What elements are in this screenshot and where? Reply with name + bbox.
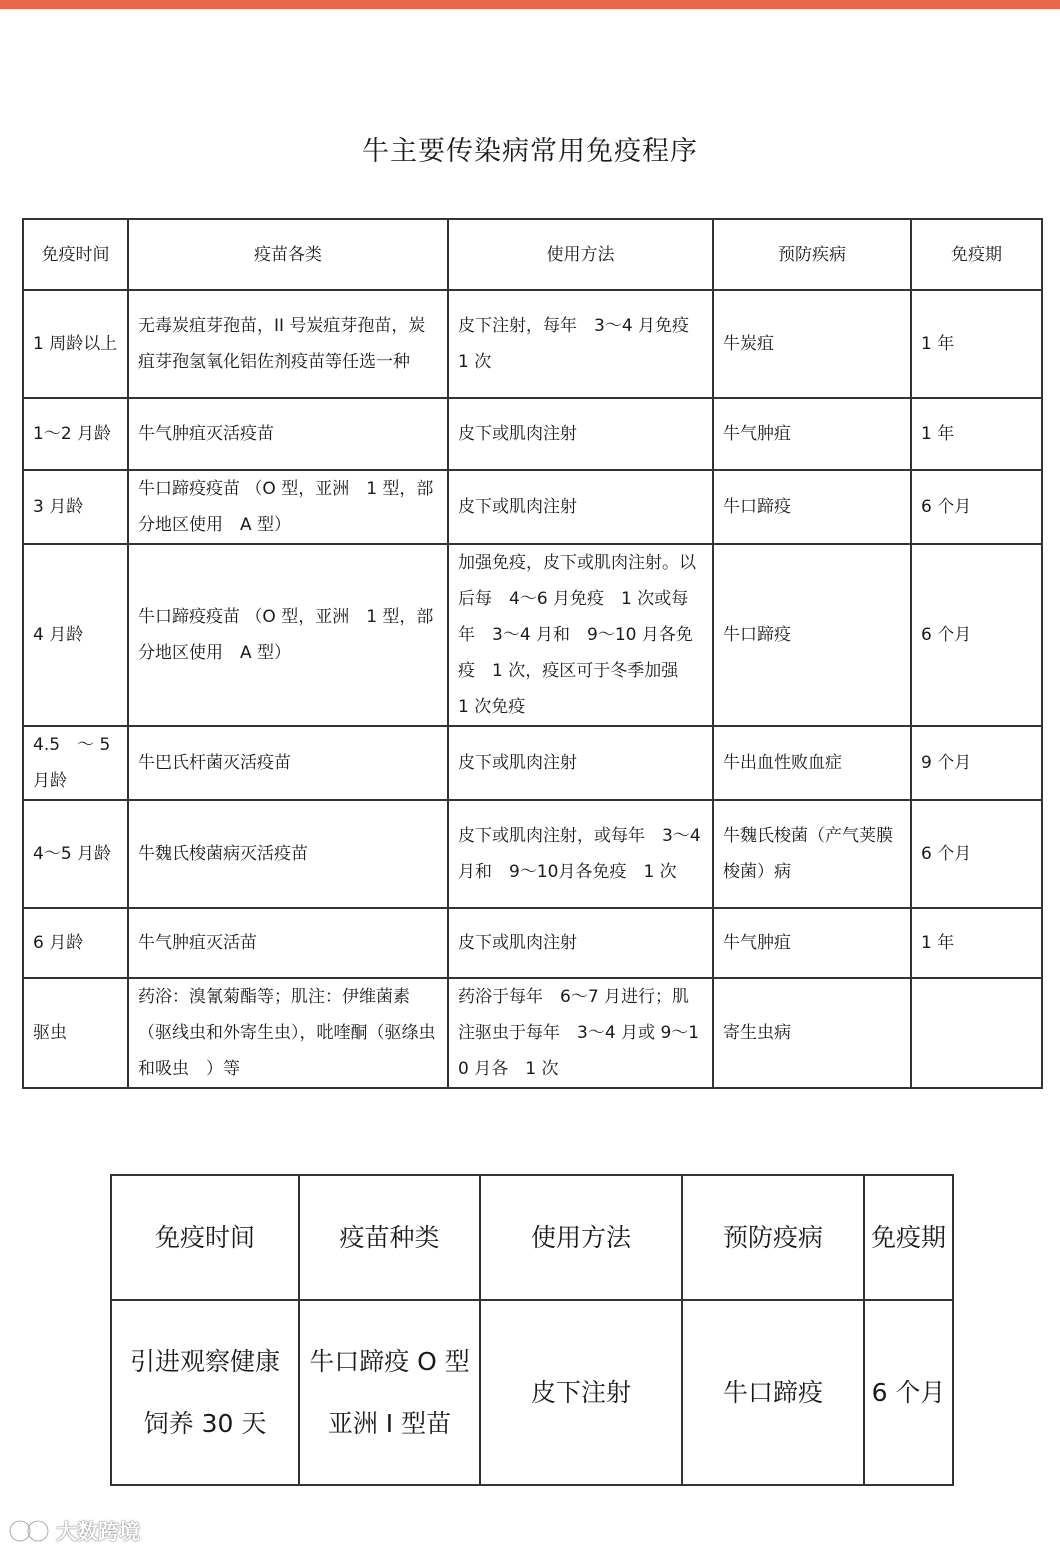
cell-vaccine: 无毒炭疽芽孢苗，II 号炭疽芽孢苗，炭疽芽孢氢氧化铝佐剂疫苗等任选一种: [128, 290, 448, 398]
table-row: [23, 470, 1042, 544]
cell-disease: 牛口蹄疫: [713, 470, 911, 544]
cell-time: 3 月龄: [23, 470, 128, 544]
table-row: [23, 726, 1042, 800]
cell-disease: 牛口蹄疫: [682, 1300, 864, 1485]
document-title: 牛主要传染病常用免疫程序: [362, 136, 698, 167]
cell-method: 药浴于每年 6～7 月进行；肌注驱虫于每年 3～4 月或 9～10 月各 1 次: [448, 978, 713, 1088]
cell-time: 4.5 ～ 5 月龄: [23, 726, 128, 800]
table-row: [23, 800, 1042, 908]
cell-vaccine: 药浴：溴氰菊酯等；肌注：伊维菌素（驱线虫和外寄生虫），吡喹酮（驱绦虫和吸虫 ）等: [128, 978, 448, 1088]
cell-vaccine: 牛口蹄疫疫苗 （O 型，亚洲 1 型，部分地区使用 A 型）: [128, 470, 448, 544]
cell-disease: 牛出血性败血症: [713, 726, 911, 800]
header-cell: 预防疾病: [713, 219, 911, 290]
header-cell: 免疫期: [911, 219, 1042, 290]
cell-period: 9 个月: [911, 726, 1042, 800]
cell-period: 1 年: [911, 398, 1042, 470]
cell-method: 皮下注射，每年 3～4 月免疫 1 次: [448, 290, 713, 398]
cell-method: 皮下或肌肉注射: [448, 398, 713, 470]
table-row: [111, 1300, 953, 1485]
cell-method: 皮下或肌肉注射: [448, 726, 713, 800]
table-row: [23, 290, 1042, 398]
watermark-logo-icon: [8, 1518, 50, 1544]
table-row: [23, 544, 1042, 726]
header-cell: 疫苗种类: [299, 1175, 480, 1300]
cell-time: 引进观察健康饲养 30 天: [111, 1300, 299, 1485]
header-cell: 免疫时间: [111, 1175, 299, 1300]
cell-method: 皮下或肌肉注射，或每年 3～4月和 9～10月各免疫 1 次: [448, 800, 713, 908]
cell-method: 皮下或肌肉注射: [448, 470, 713, 544]
cell-period: 6 个月: [864, 1300, 953, 1485]
cell-disease: 牛气肿疽: [713, 908, 911, 978]
cell-disease: 牛魏氏梭菌（产气荚膜梭菌）病: [713, 800, 911, 908]
cell-vaccine: 牛魏氏梭菌病灭活疫苗: [128, 800, 448, 908]
cell-method: 加强免疫，皮下或肌肉注射。以后每 4～6 月免疫 1 次或每年 3～4 月和 9～10 月各免疫 1 次，疫区可于冬季加强 1 次免疫: [448, 544, 713, 726]
cell-period: 1 年: [911, 908, 1042, 978]
cell-time: 驱虫: [23, 978, 128, 1088]
cell-disease: 牛口蹄疫: [713, 544, 911, 726]
watermark-text: 大数跨境: [56, 1520, 140, 1544]
cell-time: 4～5 月龄: [23, 800, 128, 908]
header-cell: 预防疫病: [682, 1175, 864, 1300]
cell-time: 4 月龄: [23, 544, 128, 726]
immunization-table: [22, 218, 1043, 1089]
cell-period: 6 个月: [911, 800, 1042, 908]
table-header-row: [111, 1175, 953, 1300]
import-immunization-table: [110, 1174, 954, 1486]
header-cell: 使用方法: [480, 1175, 682, 1300]
header-cell: 疫苗各类: [128, 219, 448, 290]
watermark: [8, 1516, 140, 1546]
cell-vaccine: 牛口蹄疫 O 型亚洲 I 型苗: [299, 1300, 480, 1485]
cell-time: 6 月龄: [23, 908, 128, 978]
cell-vaccine: 牛口蹄疫疫苗 （O 型，亚洲 1 型，部分地区使用 A 型）: [128, 544, 448, 726]
header-cell: 免疫时间: [23, 219, 128, 290]
table-row: [23, 908, 1042, 978]
cell-time: 1～2 月龄: [23, 398, 128, 470]
cell-vaccine: 牛气肿疽灭活疫苗: [128, 398, 448, 470]
header-cell: 免疫期: [864, 1175, 953, 1300]
table-row: [23, 398, 1042, 470]
cell-period: 6 个月: [911, 544, 1042, 726]
table-header-row: [23, 219, 1042, 290]
cell-disease: 牛炭疽: [713, 290, 911, 398]
cell-period: 1 年: [911, 290, 1042, 398]
cell-disease: 牛气肿疽: [713, 398, 911, 470]
cell-method: 皮下或肌肉注射: [448, 908, 713, 978]
header-cell: 使用方法: [448, 219, 713, 290]
cell-vaccine: 牛巴氏杆菌灭活疫苗: [128, 726, 448, 800]
table-row: [23, 978, 1042, 1088]
cell-time: 1 周龄以上: [23, 290, 128, 398]
cell-vaccine: 牛气肿疽灭活苗: [128, 908, 448, 978]
cell-period: 6 个月: [911, 470, 1042, 544]
top-accent-bar: [0, 0, 1060, 9]
cell-period: [911, 978, 1042, 1088]
cell-disease: 寄生虫病: [713, 978, 911, 1088]
cell-method: 皮下注射: [480, 1300, 682, 1485]
